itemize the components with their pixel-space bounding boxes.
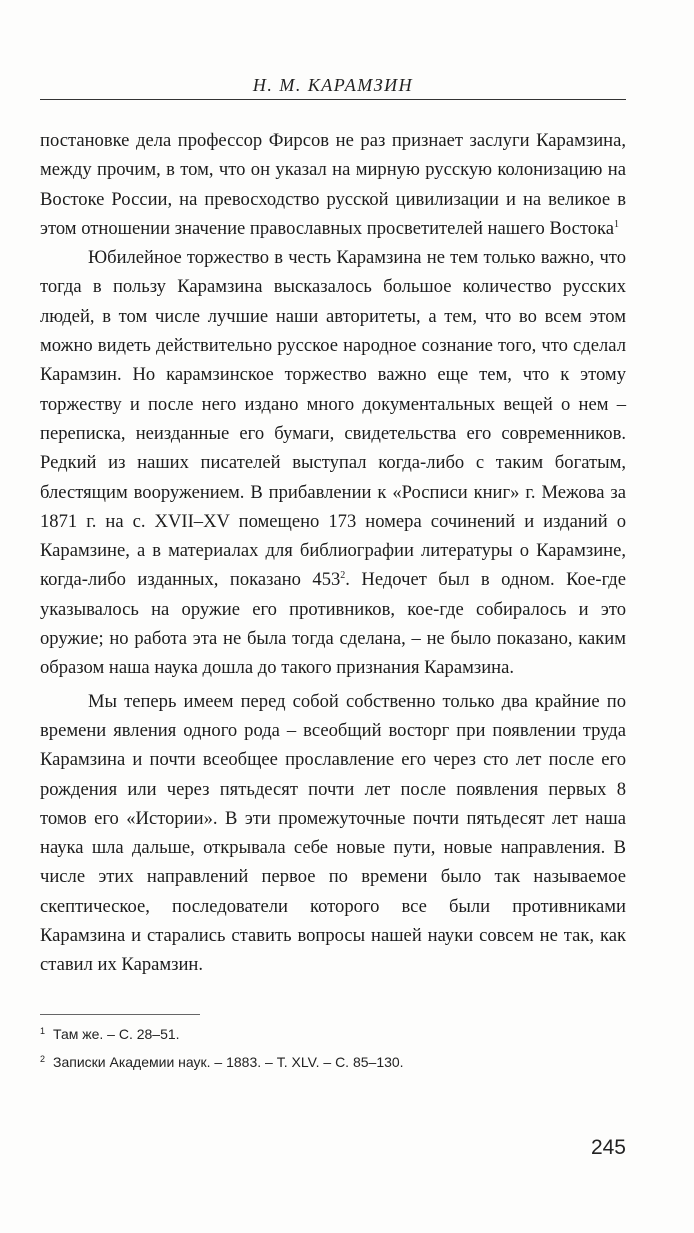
running-header: Н. М. КАРАМЗИН <box>252 75 414 95</box>
paragraph-text: Мы теперь имеем перед собой собственно только два крайние по времени явления одного рода – всеобщий восторг при появлении труда Карамзина и почти всеобщее прославление его через сто лет после его рождения или через пятьдесят почти лет после появления первых 8 томов его «Истории». В эти промежуточные почти пятьдесят лет наша наука шла дальше, открывала себе новые пути, новые направления. В числе этих направлений первое по времени было так называемое скептическое, последователи которого все были противниками Карамзина и старались ставить вопросы нашей науки совсем не так, как ставил их Карамзин. <box>40 690 626 976</box>
body-text <box>40 126 626 980</box>
paragraph <box>40 687 626 980</box>
paragraph <box>40 243 626 682</box>
footnote-mark: 1 <box>40 1026 46 1036</box>
footnote-ref: 2 <box>340 570 346 582</box>
paragraph-text-cont: . Недочет был в одном. Кое-где указывалось на оружие его противников, кое-где собиралось и это оружие; но работа эта не была тогда сделана, – не было показано, каким образом наша наука дошла до такого признания Карамзина. <box>40 569 626 679</box>
footnote-mark: 2 <box>40 1054 46 1064</box>
footnote-rule <box>40 1014 200 1015</box>
footnote-text: Там же. – С. 28–51. <box>53 1026 180 1042</box>
footnote-ref: 1 <box>614 218 620 230</box>
header-rule <box>40 99 626 100</box>
paragraph-text: Юбилейное торжество в честь Карамзина не тем только важно, что тогда в пользу Карамзина высказалось большое количество русских людей, в том числе лучшие наши авторитеты, а тем, что во всем этом можно видеть действительно русское народное сознание того, что сделал Карамзин. Но карамзинское торжество важно еще тем, что к этому торжеству и после него издано много документальных вещей о нем – переписка, неизданные его бумаги, свидетельства его современников. Редкий из наших писателей выступал когда-либо с таким богатым, блестящим вооружением. В прибавлении к «Росписи книг» г. Межова за 1871 г. на с. XVII–XV помещено 173 номера сочинений и изданий о Карамзине, а в материалах для библиографии литературы о Карамзине, когда-либо изданных, показано 453 <box>40 247 626 591</box>
paragraph <box>40 126 626 243</box>
paragraph-text: постановке дела профессор Фирсов не раз признает заслуги Карамзина, между прочим, в том, что он указал на мирную русскую колонизацию на Востоке России, на превосходство русской цивилизации и на великое в этом отношении значение православных просветителей нашего Востока <box>40 130 626 239</box>
footnotes <box>40 1019 626 1075</box>
footnote <box>40 1047 626 1075</box>
footnote-text: Записки Академии наук. – 1883. – Т. XLV. – С. 85–130. <box>53 1054 404 1070</box>
footnote <box>40 1019 626 1047</box>
page-number: 245 <box>590 1136 626 1159</box>
